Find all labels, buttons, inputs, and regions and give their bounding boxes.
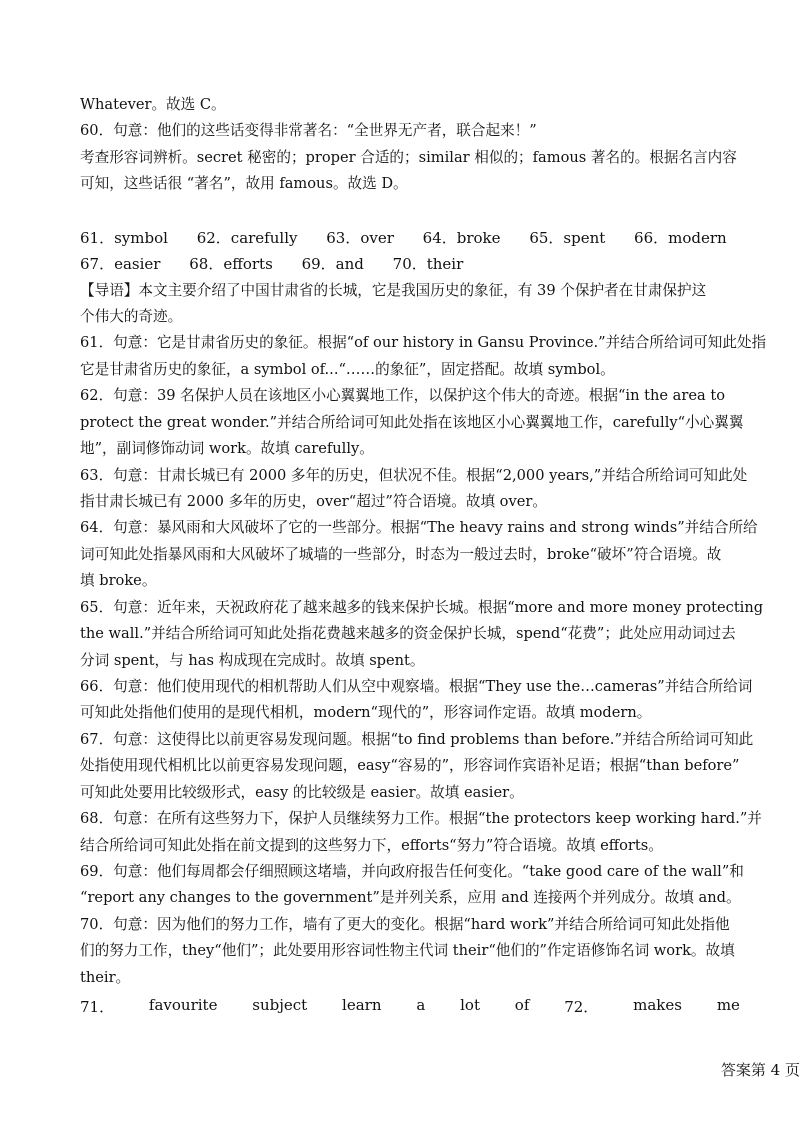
text-line: 它是甘肃省历史的象征，a symbol of...“……的象征”，固定搭配。故填 symbol。 xyxy=(80,361,615,378)
answer-item: 68．efforts xyxy=(189,255,273,273)
text-line: 60．句意：他们的这些话变得非常著名：“全世界无产者，联合起来！” xyxy=(80,122,537,139)
answer-word: favourite xyxy=(148,996,218,1014)
text-line: 可知此处指他们使用的是现代相机，modern“现代的”，形容词作定语。故填 modern。 xyxy=(80,704,652,721)
answer-word: lot xyxy=(460,996,480,1014)
answer-item: 64．broke xyxy=(422,229,501,247)
answer-word: learn xyxy=(342,996,382,1014)
text-line: their。 xyxy=(80,969,131,986)
text-line: 68．句意：在所有这些努力下，保护人员继续努力工作。根据“the protectors keep working hard.”并 xyxy=(80,810,762,827)
text-line: 62．句意：39 名保护人员在该地区小心翼翼地工作，以保护这个伟大的奇迹。根据“in the area to xyxy=(80,387,725,404)
answer-word: me xyxy=(716,996,740,1014)
answer-word: subject xyxy=(252,996,308,1014)
answer-item: 65．spent xyxy=(529,229,606,247)
answer-word: makes xyxy=(633,996,682,1014)
text-line: 词可知此处指暴风雨和大风破坏了城墙的一些部分，时态为一般过去时，broke“破坏”符合语境。故 xyxy=(80,546,722,563)
text-line: 67．句意：这使得比以前更容易发现问题。根据“to find problems than before.”并结合所给词可知此 xyxy=(80,731,754,748)
text-line: 66．句意：他们使用现代的相机帮助人们从空中观察墙。根据“They use the…cameras”并结合所给词 xyxy=(80,678,753,695)
answer-item: 67．easier xyxy=(80,255,161,273)
text-line: 考查形容词辨析。secret 秘密的；proper 合适的；similar 相似的；famous 著名的。根据名言内容 xyxy=(80,149,737,166)
text-line: 地”，副词修饰动词 work。故填 carefully。 xyxy=(80,440,374,457)
text-line: “report any changes to the government”是并列关系，应用 and 连接两个并列成分。故填 and。 xyxy=(80,889,741,906)
answer-item: 61．symbol xyxy=(80,229,168,247)
text-line: 64．句意：暴风雨和大风破坏了它的一些部分。根据“The heavy rains and strong winds”并结合所给 xyxy=(80,519,758,536)
text-line: 61．句意：它是甘肃省历史的象征。根据“of our history in Gansu Province.”并结合所给词可知此处指 xyxy=(80,334,767,351)
answer-item: 70．their xyxy=(392,255,464,273)
text-line: 处指使用现代相机比以前更容易发现问题，easy“容易的”，形容词作宾语补足语；根据“than before” xyxy=(80,757,740,774)
text-line: 分词 spent，与 has 构成现在完成时。故填 spent。 xyxy=(80,652,425,669)
text-line: 63．句意：甘肃长城已有 2000 多年的历史，但状况不佳。根据“2,000 years,”并结合所给词可知此处 xyxy=(80,467,748,484)
text-line: the wall.”并结合所给词可知此处指花费越来越多的资金保护长城，spend“花费”；此处应用动词过去 xyxy=(80,625,736,642)
answer-row xyxy=(80,251,487,277)
text-line: 个伟大的奇迹。 xyxy=(80,308,183,325)
text-line: 结合所给词可知此处指在前文提到的这些努力下，efforts“努力”符合语境。故填 efforts。 xyxy=(80,837,663,854)
text-line: Whatever。故选 C。 xyxy=(80,96,226,113)
text-line: 可知此处要用比较级形式，easy 的比较级是 easier。故填 easier。 xyxy=(80,784,524,801)
text-line: 70．句意：因为他们的努力工作，墙有了更大的变化。根据“hard work”并结合所给词可知此处指他 xyxy=(80,916,730,933)
answer-word: 71． xyxy=(80,998,115,1016)
answer-word: of xyxy=(514,996,530,1014)
answer-item: 62．carefully xyxy=(196,229,298,247)
text-line: 【导语】本文主要介绍了中国甘肃省的长城，它是我国历史的象征，有 39 个保护者在甘肃保护这 xyxy=(80,282,707,299)
answer-item: 66．modern xyxy=(634,229,727,247)
text-line: 可知，这些话很 “著名”，故用 famous。故选 D。 xyxy=(80,175,408,192)
page-footer: 答案第 4 页 xyxy=(720,1061,800,1079)
text-line: 69．句意：他们每周都会仔细照顾这堵墙，并向政府报告任何变化。“take good care of the wall”和 xyxy=(80,863,744,880)
answer-row xyxy=(80,225,751,251)
answer-item: 63．over xyxy=(326,229,394,247)
answer-row-71 xyxy=(80,996,740,1017)
answer-word: a xyxy=(416,996,426,1014)
answer-item: 69．and xyxy=(301,255,364,273)
text-line: protect the great wonder.”并结合所给词可知此处指在该地区小心翼翼地工作，carefully“小心翼翼 xyxy=(80,414,744,431)
text-line: 指甘肃长城已有 2000 多年的历史，over“超过”符合语境。故填 over。 xyxy=(80,493,547,510)
text-line: 65．句意：近年来，天祝政府花了越来越多的钱来保护长城。根据“more and more money protecting xyxy=(80,599,764,616)
answer-word: 72． xyxy=(564,998,599,1016)
text-line: 们的努力工作，they“他们”；此处要用形容词性物主代词 their“他们的”作定语修饰名词 work。故填 xyxy=(80,942,735,959)
text-line: 填 broke。 xyxy=(80,572,157,589)
